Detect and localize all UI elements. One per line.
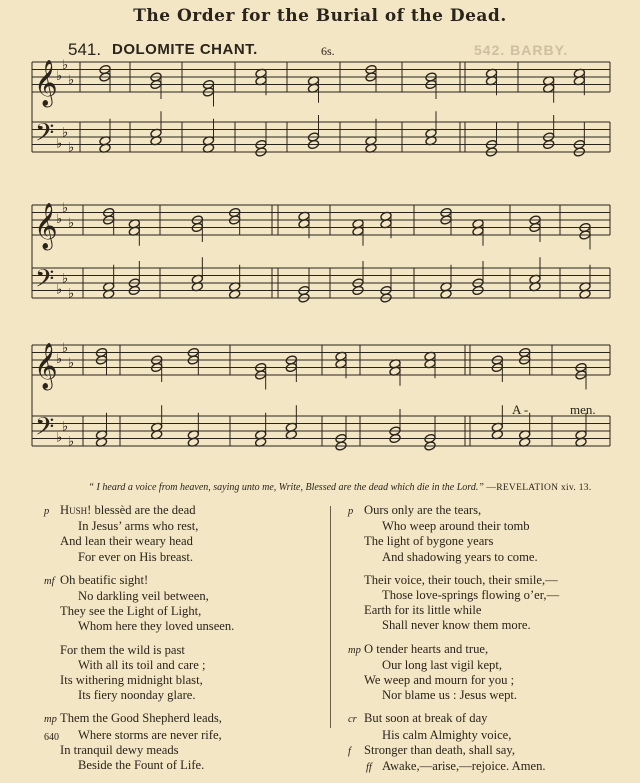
verse-line: Nor blame us : Jesus wept. — [382, 688, 518, 703]
verse-line: In Jesus’ arms who rest, — [78, 519, 199, 534]
flat-icon: ♭ — [68, 215, 75, 231]
treble-clef-icon: 𝄞 — [34, 203, 58, 249]
flat-icon: ♭ — [68, 72, 75, 88]
bass-clef-icon: 𝄢 — [35, 412, 55, 448]
verse-line: Whom here they loved unseen. — [78, 619, 235, 634]
page-header-title: The Order for the Burial of the Dead. — [133, 6, 507, 26]
flat-icon: ♭ — [62, 419, 69, 435]
flat-icon: ♭ — [56, 212, 63, 227]
treble-clef-icon: 𝄞 — [34, 343, 58, 389]
treble-clef-icon: 𝄞 — [34, 60, 58, 106]
stanza-6 — [348, 573, 638, 634]
verse-line: Ours only are the tears, — [364, 503, 482, 517]
verse-line: Earth for its little while — [364, 603, 482, 618]
verse-line: For them the wild is past — [60, 642, 185, 657]
stanza-8 — [348, 711, 638, 775]
stanza-4 — [44, 711, 334, 773]
staff-lines — [32, 62, 610, 446]
verse-line: Them the Good Shepherd leads, — [60, 711, 222, 726]
flat-icon: ♭ — [62, 200, 69, 216]
verse-line: No darkling veil between, — [78, 589, 209, 604]
dynamic-mark: mp — [44, 714, 57, 726]
verse-line: Its withering midnight blast, — [60, 673, 203, 688]
hymn-number: 541. — [68, 40, 102, 59]
verse-line: Those love-springs flowing o’er,— — [382, 588, 560, 603]
verse-line: Oh beatific sight! — [60, 572, 149, 587]
verse-line: O tender hearts and true, — [364, 641, 489, 656]
verse-line: Its fiery noonday glare. — [78, 688, 196, 703]
dynamic-mark: f — [348, 745, 351, 757]
verse-line: For ever on His breast. — [78, 549, 194, 564]
verse-line: The light of bygone years — [364, 534, 494, 549]
amen-syllable-men: men. — [570, 402, 596, 417]
first-word: Hush — [60, 503, 88, 517]
stanza-1 — [44, 503, 334, 565]
flat-icon: ♭ — [62, 57, 69, 73]
verse-line: But soon at break of day — [364, 711, 488, 726]
clefs — [34, 58, 74, 450]
verse-line: Their voice, their touch, their smile,— — [364, 572, 558, 587]
dynamic-mark: mp — [348, 644, 361, 656]
flat-icon: ♭ — [62, 340, 69, 356]
page-number: 640 — [44, 732, 59, 743]
stanza-2 — [44, 573, 334, 635]
verse-line: And shadowing years to come. — [382, 549, 538, 564]
stanza-3 — [44, 643, 334, 704]
bass-clef-icon: 𝄢 — [35, 118, 55, 154]
flat-icon: ♭ — [56, 352, 63, 367]
flat-icon: ♭ — [62, 271, 69, 287]
verse-line: Awake,—arise,—rejoice. Amen. — [382, 759, 546, 774]
flat-icon: ♭ — [56, 430, 63, 446]
stanza-5 — [348, 503, 638, 565]
bar-lines — [32, 62, 610, 446]
dynamic-mark: p — [44, 506, 50, 517]
stanza-7 — [348, 642, 638, 704]
bass-clef-icon: 𝄢 — [35, 264, 55, 300]
verse-line: Where storms are never rife, — [78, 727, 222, 742]
faded-show-through-text: 542. BARBY. — [474, 42, 569, 58]
verses-left-column — [44, 503, 334, 781]
verse-line: We weep and mourn for you ; — [364, 673, 515, 688]
verse-line: ! blessèd are the dead — [87, 503, 196, 517]
dynamic-mark: cr — [348, 714, 357, 726]
scripture-quote — [60, 482, 620, 493]
hymn-tune-name: DOLOMITE CHANT. — [112, 41, 258, 58]
verse-line: They see the Light of Light, — [60, 604, 202, 619]
dynamic-mark: ff — [366, 762, 372, 774]
verse-line: Our long last vigil kept, — [382, 657, 502, 672]
scripture-text: “ I heard a voice from heaven, saying unto me, Write, Blessed are the dead which die in the Lord.” — [88, 482, 484, 493]
verse-line: Beside the Fount of Life. — [78, 758, 205, 773]
flat-icon: ♭ — [56, 136, 63, 152]
verse-line: In tranquil dewy meads — [60, 742, 179, 757]
verse-line: Stronger than death, shall say, — [364, 742, 515, 757]
amen-syllable-a: A - — [512, 402, 529, 417]
verse-line: With all its toil and care ; — [78, 657, 206, 672]
verse-line: And lean their weary head — [60, 534, 193, 549]
flat-icon: ♭ — [68, 286, 75, 302]
verses-right-column — [348, 503, 638, 783]
flat-icon: ♭ — [56, 282, 63, 298]
dynamic-mark: mf — [44, 575, 55, 587]
verse-line: His calm Almighty voice, — [382, 727, 512, 742]
dynamic-mark: p — [348, 506, 354, 517]
flat-icon: ♭ — [68, 355, 75, 371]
flat-icon: ♭ — [62, 125, 69, 141]
verse-line: Who weep around their tomb — [382, 519, 530, 534]
flat-icon: ♭ — [68, 140, 75, 156]
verse-line: Shall never know them more. — [382, 618, 531, 633]
scripture-reference: —REVELATION xiv. 13. — [486, 483, 592, 493]
flat-icon: ♭ — [56, 69, 63, 84]
column-divider — [330, 506, 331, 728]
flat-icon: ♭ — [68, 434, 75, 450]
hymn-meter: 6s. — [321, 44, 335, 58]
